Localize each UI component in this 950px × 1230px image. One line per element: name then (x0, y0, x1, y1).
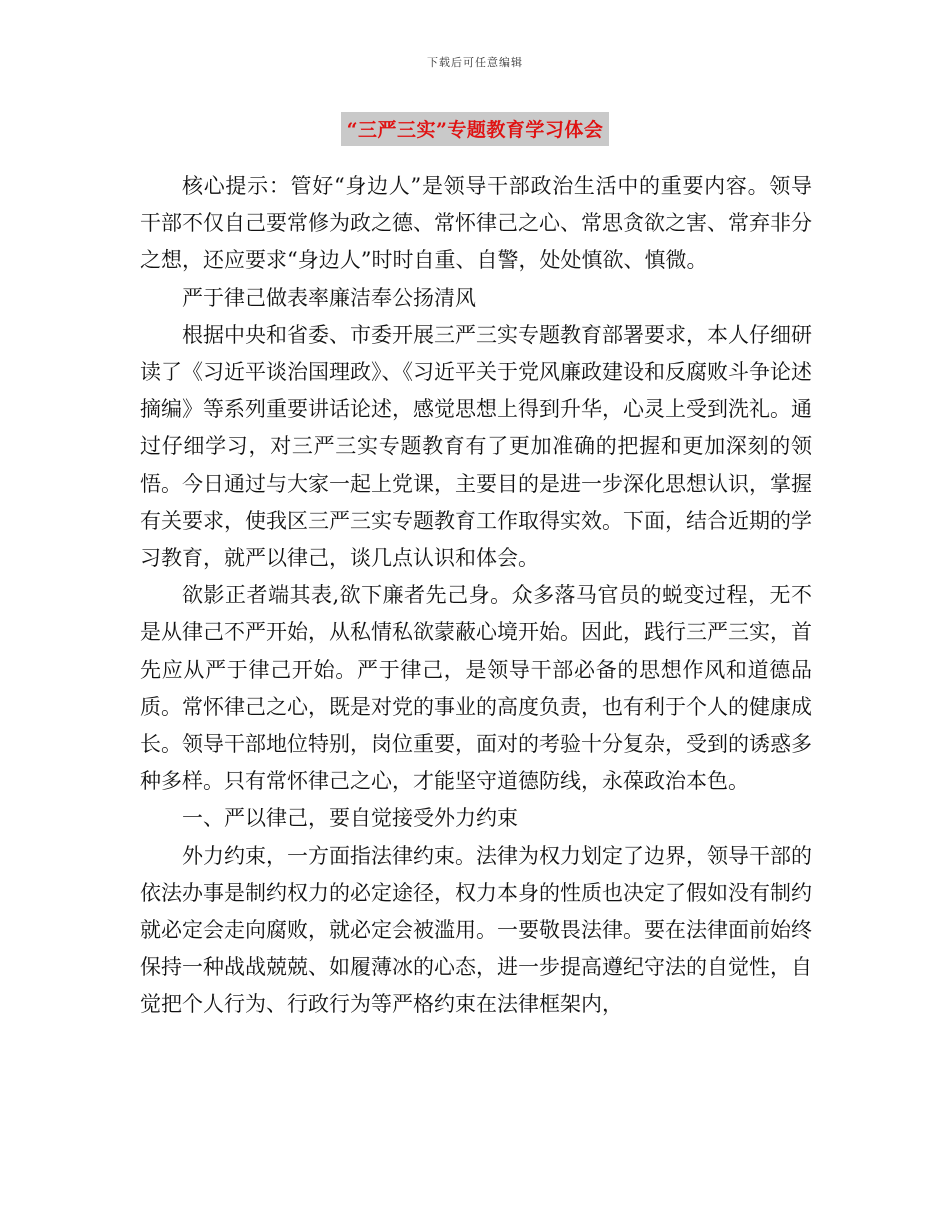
document-title: “三严三实”专题教育学习体会 (341, 112, 610, 146)
page-header-note: 下载后可任意编辑 (427, 56, 523, 69)
paragraph-external-constraint: 外力约束，一方面指法律约束。法律为权力划定了边界，领导干部的依法办事是制约权力的必定途径，权力本身的性质也决定了假如没有制约就必定会走向腐败，就必定会被滥用。一要敬畏法律。要在法律面前始终保持一种战战兢兢、如履薄冰的心态，进一步提高遵纪守法的自觉性，自觉把个人行为、行政行为等严格约束在法律框架内， (140, 843, 812, 1017)
paragraph-self-discipline: 欲影正者端其表,欲下廉者先己身。众多落马官员的蜕变过程，无不是从律己不严开始，从私情私欲蒙蔽心境开始。因此，践行三严三实，首先应从严于律己开始。严于律己，是领导干部必备的思想作风和道德品质。常怀律己之心，既是对党的事业的高度负责，也有利于个人的健康成长。领导干部地位特别，岗位重要，面对的考验十分复杂，受到的诱惑多种多样。只有常怀律己之心，才能坚守道德防线，永葆政治本色。 (140, 583, 812, 794)
document-body (140, 168, 812, 1024)
paragraph-core-tip: 核心提示：管好“身边人”是领导干部政治生活中的重要内容。领导干部不仅自己要常修为政之德、常怀律己之心、常思贪欲之害、常弃非分之想，还应要求“身边人”时时自重、自警，处处慎欲、慎微。 (140, 174, 812, 273)
paragraph-subtitle: 严于律己做表率廉洁奉公扬清风 (182, 285, 476, 310)
title-container (0, 112, 950, 146)
section-heading-one: 一、严以律己，要自觉接受外力约束 (182, 806, 518, 831)
paragraph-intro: 根据中央和省委、市委开展三严三实专题教育部署要求，本人仔细研读了《习近平谈治国理政》、《习近平关于党风廉政建设和反腐败斗争论述摘编》等系列重要讲话论述，感觉思想上得到升华，心灵上受到洗礼。通过仔细学习，对三严三实专题教育有了更加准确的把握和更加深刻的领悟。今日通过与大家一起上党课，主要目的是进一步深化思想认识，掌握有关要求，使我区三严三实专题教育工作取得实效。下面，结合近期的学习教育，就严以律己，谈几点认识和体会。 (140, 322, 812, 571)
